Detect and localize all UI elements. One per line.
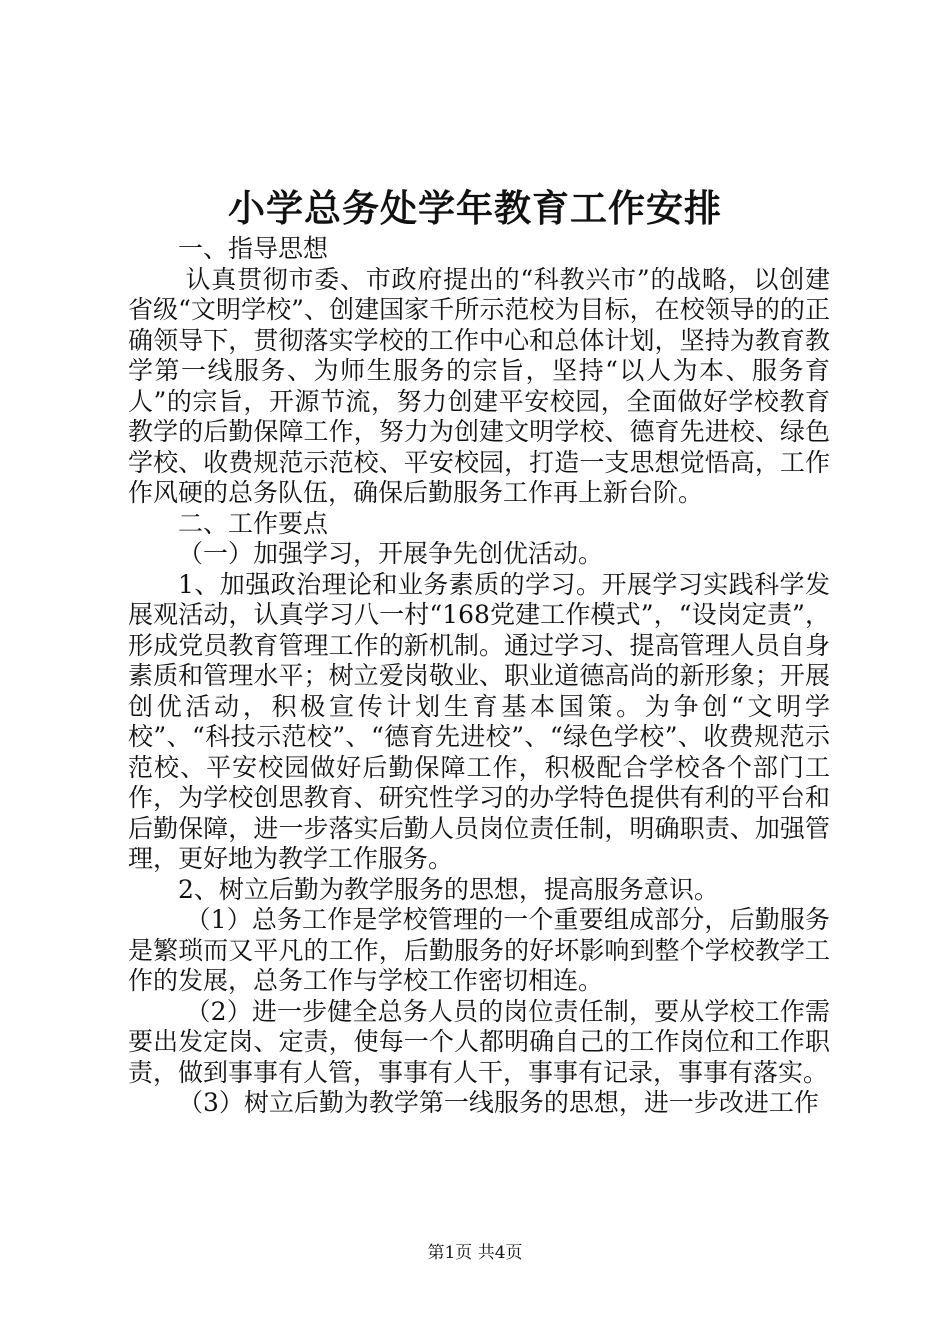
paragraph: 2、树立后勤为教学服务的思想，提高服务意识。 [178,874,719,904]
document-body [128,234,830,1119]
paragraph: 1、加强政治理论和业务素质的学习。开展学习实践科学发展观活动，认真学习八一村“168党建工作模式”，“设岗定责”，形成党员教育管理工作的新机制。通过学习、提高管理人员自身素质和管理水平；树立爱岗敬业、职业道德高尚的新形象；开展创优活动，积极宣传计划生育基本国策。为争创“文明学校”、“科技示范校”、“德育先进校”、“绿色学校”、收费规范示范校、平安校园做好后勤保障工作，积极配合学校各个部门工作，为学校创思教育、研究性学习的办学特色提供有利的平台和后勤保障，进一步落实后勤人员岗位责任制，明确职责、加强管理，更好地为教学工作服务。 [128,569,830,873]
page-number-footer: 第1页 共4页 [427,1243,523,1263]
paragraph: 认真贯彻市委、市政府提出的“科教兴市”的战略，以创建省级“文明学校”、创建国家千所示范校为目标，在校领导的的正确领导下，贯彻落实学校的工作中心和总体计划，坚持为教育教学第一线服务、为师生服务的宗旨，坚持“以人为本、服务育人”的宗旨，开源节流，努力创建平安校园，全面做好学校教育教学的后勤保障工作，努力为创建文明学校、德育先进校、绿色学校、收费规范示范校、平安校园，打造一支思想觉悟高，工作作风硬的总务队伍，确保后勤服务工作再上新台阶。 [128,264,830,507]
document-title: 小学总务处学年教育工作安排 [228,186,722,230]
paragraph: （1）总务工作是学校管理的一个重要组成部分，后勤服务是繁琐而又平凡的工作，后勤服务的好坏影响到整个学校教学工作的发展，总务工作与学校工作密切相连。 [128,905,830,995]
subsection-heading: （一）加强学习，开展争先创优活动。 [178,539,604,568]
section-heading: 一、指导思想 [178,234,329,263]
section-heading: 二、工作要点 [178,508,329,538]
paragraph: （3）树立后勤为教学第一线服务的思想，进一步改进工作 [178,1088,819,1117]
paragraph: （2）进一步健全总务人员的岗位责任制，要从学校工作需要出发定岗、定责，使每一个人都明确自己的工作岗位和工作职责，做到事事有人管，事事有人干，事事有记录，事事有落实。 [128,996,830,1087]
